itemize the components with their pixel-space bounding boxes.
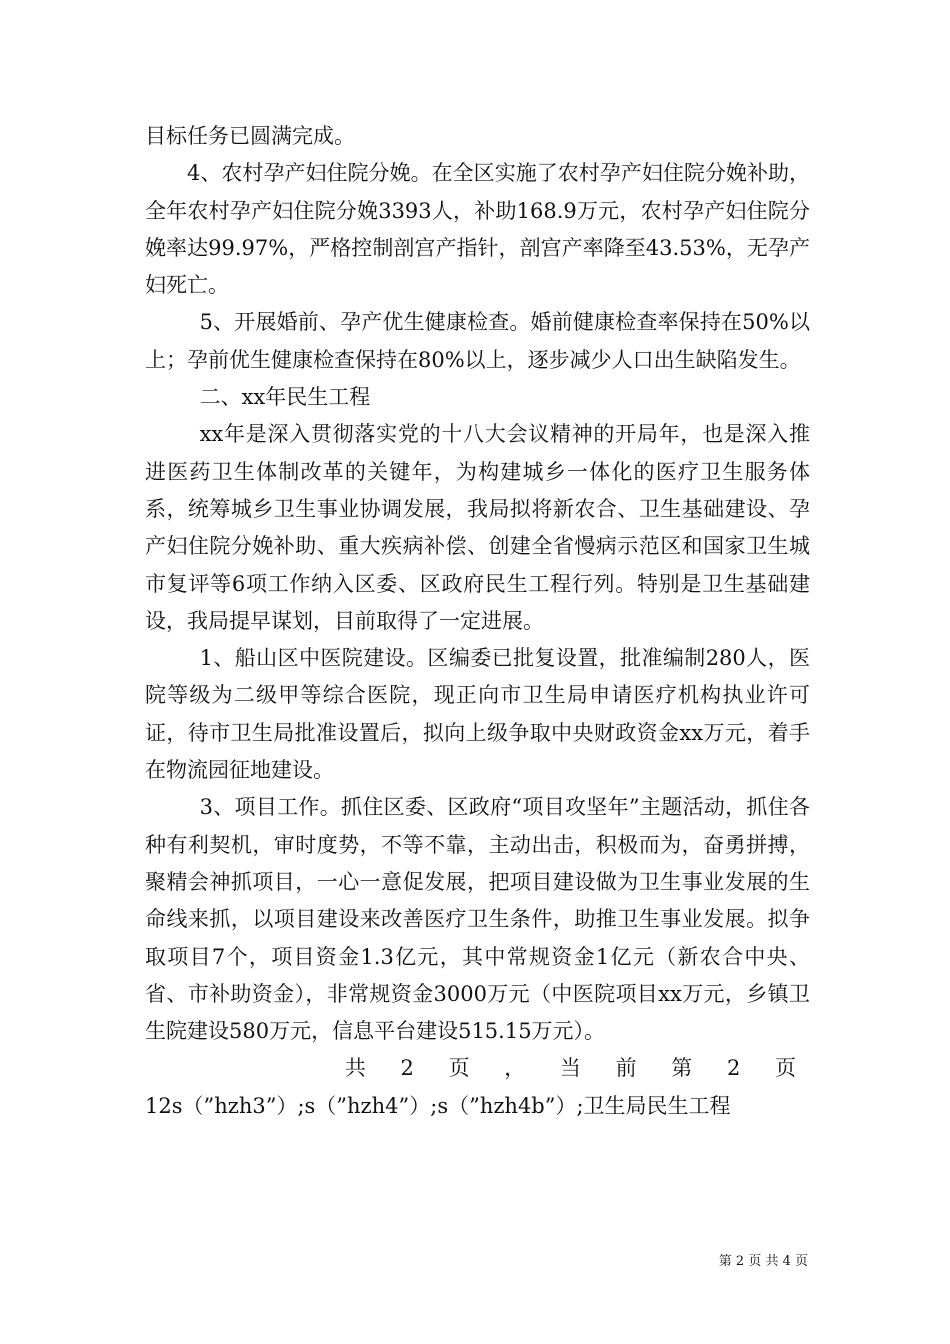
section-heading-2: 二、xx年民生工程 (199, 385, 371, 410)
paragraph-item-1: 1、船山区中医院建设。区编委已批复设置，批准编制280人，医院等级为二级甲等综合医院，现正向市卫生局申请医疗机构执业许可证，待市卫生局批准设置后，拟向上级争取中央财政资金xx万元，着手在物流园征地建设。 (145, 646, 810, 783)
inline-page-counter: 共 2 页 ， 当 前 第 2 页 (344, 1056, 810, 1081)
paragraph-continuation: 目标任务已圆满完成。 (145, 124, 355, 148)
paragraph-item-4: 4、农村孕产妇住院分娩。在全区实施了农村孕产妇住院分娩补助，全年农村孕产妇住院分娩3393人，补助168.9万元，农村孕产妇住院分娩率达99.97%，严格控制剖宫产指针，剖宫产率降至43.53%，无孕产妇死亡。 (145, 161, 810, 298)
paragraph-item-3: 3、项目工作。抓住区委、区政府“项目攻坚年”主题活动，抓住各种有利契机，审时度势，不等不靠，主动出击，积极而为，奋勇拼搏，聚精会神抓项目，一心一意促发展，把项目建设做为卫生事业发展的生命线来抓，以项目建设来改善医疗卫生条件，助推卫生事业发展。拟争取项目7个，项目资金1.3亿元，其中常规资金1亿元（新农合中央、省、市补助资金），非常规资金3000万元（中医院项目xx万元，乡镇卫生院建设580万元，信息平台建设515.15万元）。 (145, 795, 810, 1044)
paragraph-item-5: 5、开展婚前、孕产优生健康检查。婚前健康检查率保持在50%以上；孕前优生健康检查保持在80%以上，逐步减少人口出生缺陷发生。 (145, 310, 810, 372)
page-footer: 第 2 页 共 4 页 (718, 1254, 808, 1269)
document-body (145, 118, 810, 1125)
paragraph-section-intro: xx年是深入贯彻落实党的十八大会议精神的开局年，也是深入推进医药卫生体制改革的关键年，为构建城乡一体化的医疗卫生服务体系，统筹城乡卫生事业协调发展，我局拟将新农合、卫生基础建设、孕产妇住院分娩补助、重大疾病补偿、创建全省慢病示范区和国家卫生城市复评等6项工作纳入区委、区政府民生工程行列。特别是卫生基础建设，我局提早谋划，目前取得了一定进展。 (145, 422, 810, 633)
trailing-code-line: 12s（”hzh3”）;s（”hzh4”）;s（”hzh4b”）;卫生局民生工程 (145, 1093, 731, 1118)
